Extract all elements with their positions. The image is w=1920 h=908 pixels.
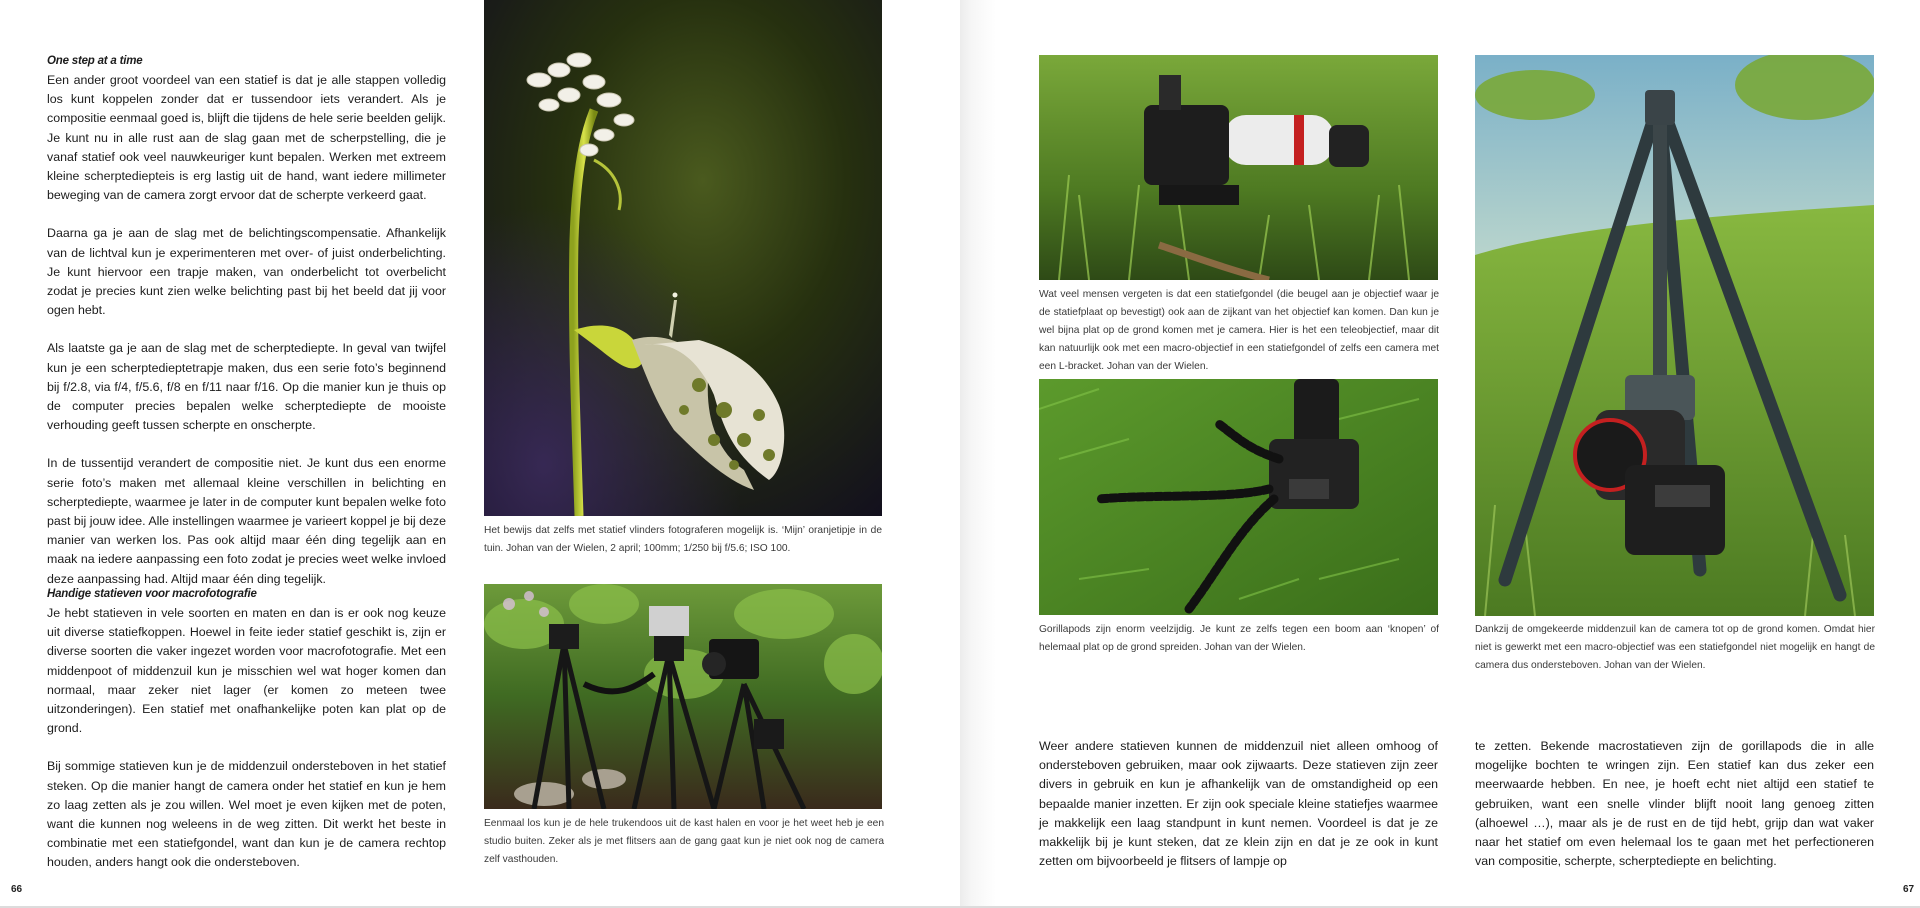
section-heading-handige-statieven: Handige statieven voor macrofotografie: [47, 588, 257, 600]
tripod-caption: Dankzij de omgekeerde middenzuil kan de camera tot op de grond komen. Omdat hier niet is gewerkt met een macro-objectief was een statiefgondel niet mogelijk en hangt de camera dus ondersteboven. Johan van der Wielen.: [1475, 624, 1875, 671]
right-text-column-2: te zetten. Bekende macrostatieven zijn de gorillapods die in alle mogelijke bochten te wringen zijn. Een statief kan dus zeker een meerwaarde hebben. En nee, je hoeft echt niet altijd een statief te gebruiken, want een snelle vlinder blijft nooit lang genoeg zitten (alhoewel …), maar als je de rust en de tijd hebt, grijp dan wat vaker naar het statief om even helemaal los te gaan met het perfectioneren van compositie, scherpte, scherptediepte en belichting.: [1475, 739, 1874, 869]
gorillapod-photo: [1039, 379, 1438, 615]
tripod-photo: [1475, 55, 1874, 616]
right-text-column-1: Weer andere statieven kunnen de middenzuil niet alleen omhoog of ondersteboven gebruiken, maar ook zijwaarts. Deze statieven zijn zeer divers in gebruik en kun je afhankelijk van de omstandigheid op een bepaalde manier inzetten. Er zijn ook speciale kleine statiefjes waarmee je makkelijk een laag standpunt in kunt nemen. Voordeel is dat je ze makkelijk bij je kunt steken, dat ze klein zijn en dat je ze ook in kunt zetten om bijvoorbeeld je flitsers of lampje op: [1039, 739, 1438, 869]
gorillapod-caption: Gorillapods zijn enorm veelzijdig. Je kunt ze zelfs tegen een boom aan ‘knopen’ of helemaal plat op de grond spreiden. Johan van der Wielen.: [1039, 624, 1439, 653]
studio-caption: Eenmaal los kun je de hele trukendoos uit de kast halen en voor je het weet heb je een studio buiten. Zeker als je met flitsers aan de gang gaat kun je niet ook nog de camera zelf vasthouden.: [484, 818, 884, 865]
butterfly-photo: [484, 0, 882, 516]
page-number-left: 66: [11, 884, 23, 895]
paragraph: In de tussentijd verandert de compositie niet. Je kunt dus een enorme serie foto’s maken met allemaal kleine verschillen in belichting en scherptediepte, waarmee je later in de computer kunt bepalen welke foto past bij jouw idee. Alle instellingen waarmee je varieert koppel je bij deze manier van werken los. Pas ook altijd maar één ding tegelijk aan en maak na iedere aanpassing een foto zodat je precies weet welke invloed deze aanpassing had. Altijd maar één ding tegelijk.: [47, 456, 446, 586]
paragraph: Een ander groot voordeel van een statief is dat je alle stappen volledig los kunt koppelen zonder dat er tussendoor iets verandert. Als je compositie eenmaal goed is, blijft die tijdens de hele serie beelden gelijk. Je kunt nu in alle rust aan de slag gaan met de scherpstelling, die je vanaf statief ook veel nauwkeuriger kunt bepalen. Werken met extreem kleine scherptediepteis is erg lastig uit de hand, want iedere millimeter beweging van de camera zorgt ervoor dat de scherpte verkeerd gaat.: [47, 73, 446, 203]
paragraph: Bij sommige statieven kun je de middenzuil ondersteboven in het statief steken. Op die manier hangt de camera onder het statief en kun je hem zo laag zetten als je zou willen. Wel moet je even kijken met de poten, want die kunnen nog weleens in de weg zitten. Dit werkt het beste in combinatie met een statiefgondel, want dan kun je de camera rechtop houden, anders hangt ook die ondersteboven.: [47, 759, 446, 870]
left-text-column-bottom: [47, 585, 446, 892]
left-text-column-top: [47, 52, 446, 608]
section-heading-one-step: One step at a time: [47, 55, 143, 67]
butterfly-caption: Het bewijs dat zelfs met statief vlinders fotograferen mogelijk is. ‘Mijn’ oranjetipje in de tuin. Johan van der Wielen, 2 april; 100mm; 1/250 bij f/5.6; ISO 100.: [484, 525, 882, 554]
studio-photo: [484, 584, 882, 809]
telephoto-photo: [1039, 55, 1438, 280]
page-number-right: 67: [1903, 884, 1915, 895]
paragraph: Als laatste ga je aan de slag met de scherptediepte. In geval van twijfel kun je een scherptedieptetrapje maken, dus een serie foto’s beginnend bij f/2.8, via f/4, f/5.6, f/8 en f/11 naar f/16. Op die manier kun je thuis op de computer precies bepalen welke scherptediepte de mooiste verhouding geeft tussen scherpte en onscherpte.: [47, 341, 446, 433]
right-page: [960, 0, 1920, 908]
paragraph: Daarna ga je aan de slag met de belichtingscompensatie. Afhankelijk van de lichtval kun je experimenteren met over- of juist onderbelichting. Je kunt hiervoor een trapje maken, van onderbelicht tot overbelicht zodat je precies kunt zien welke belichting past bij het beeld dat jij voor ogen hebt.: [47, 226, 446, 318]
telephoto-caption: Wat veel mensen vergeten is dat een statiefgondel (die beugel aan je objectief waar je de statiefplaat op bevestigt) ook aan de zijkant van het objectief kan komen. Dan kun je wel bijna plat op de grond komen met je camera. Hier is het een teleobjectief, maar dit kan natuurlijk ook met een macro-objectief in een statiefgondel of zelfs een camera met een L-bracket. Johan van der Wielen.: [1039, 289, 1439, 372]
paragraph: Je hebt statieven in vele soorten en maten en dan is er ook nog keuze uit diverse statiefkoppen. Hoewel in feite ieder statief geschikt is, zijn er diverse soorten die vaker ingezet worden voor macrofotografie. Met een middenpoot of middenzuil kun je misschien wel wat hoger komen dan normaal, maar zeker niet lager (er komen zo meteen twee uitzonderingen). Een statief met onafhankelijke poten kan plat op de grond.: [47, 606, 446, 736]
